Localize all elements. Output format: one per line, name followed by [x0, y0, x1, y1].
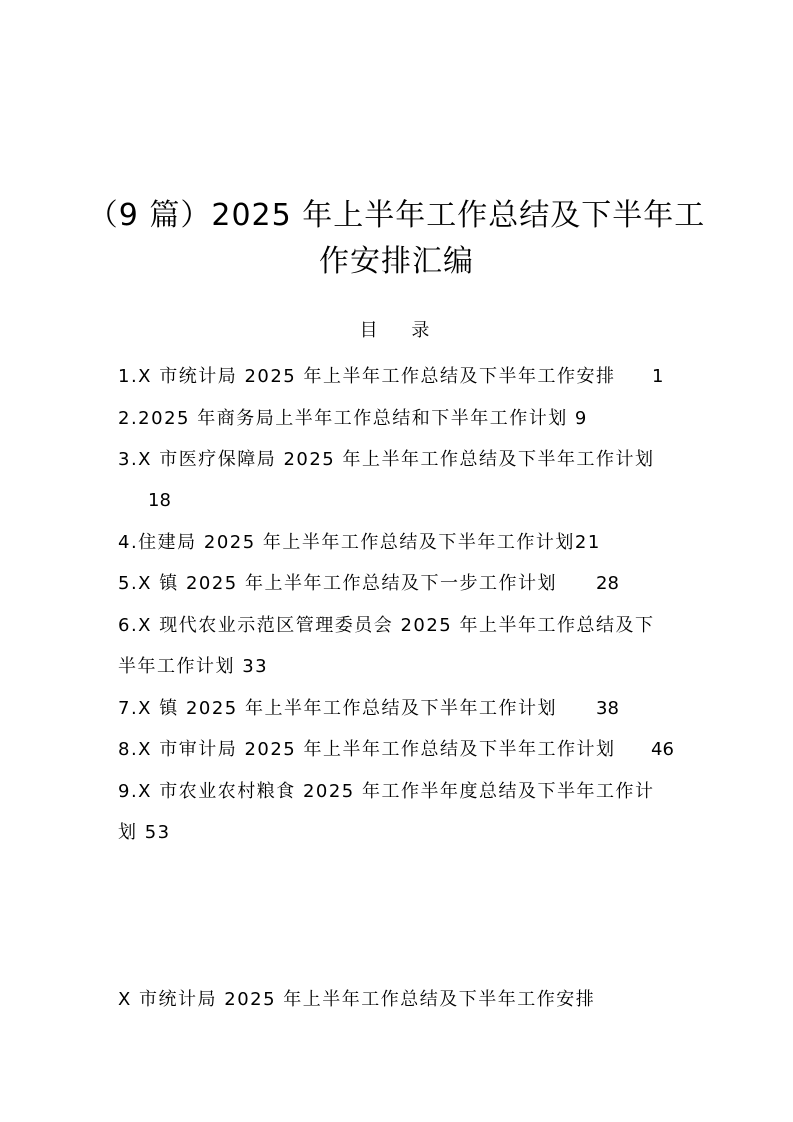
toc-item-8-page: 46 — [651, 739, 674, 760]
toc-item-3-text: 3.X 市医疗保障局 2025 年上半年工作总结及下半年工作计划 — [118, 449, 655, 470]
toc-item-1-page: 1 — [652, 366, 664, 387]
toc-item-6-continued-text: 半年工作计划 33 — [118, 656, 269, 677]
toc-item-5-text: 5.X 镇 2025 年上半年工作总结及下一步工作计划 — [118, 573, 557, 594]
toc-item-7-page: 38 — [596, 698, 619, 719]
section-heading: X 市统计局 2025 年上半年工作总结及下半年工作安排 — [118, 989, 596, 1010]
toc-item-4[interactable] — [118, 530, 678, 556]
toc-item-8[interactable] — [118, 737, 678, 763]
document-title-line-1: （9 篇）2025 年上半年工作总结及下半年工 — [87, 198, 706, 233]
toc-item-2-text: 2.2025 年商务局上半年工作总结和下半年工作计划 9 — [118, 408, 588, 429]
toc-item-9-continued-text: 划 53 — [118, 822, 171, 843]
toc-item-3[interactable] — [118, 447, 678, 473]
toc-item-6-continued[interactable] — [118, 654, 678, 680]
toc-item-6-text: 6.X 现代农业示范区管理委员会 2025 年上半年工作总结及下 — [118, 615, 655, 636]
toc-item-1[interactable] — [118, 364, 678, 390]
toc-heading: 目 录 — [359, 320, 444, 341]
toc-item-4-text: 4.住建局 2025 年上半年工作总结及下半年工作计划21 — [118, 532, 601, 553]
toc-item-7[interactable] — [118, 696, 678, 722]
toc-item-7-text: 7.X 镇 2025 年上半年工作总结及下半年工作计划 — [118, 698, 557, 719]
toc-item-6[interactable] — [118, 613, 678, 639]
toc-item-9-continued[interactable] — [118, 820, 678, 846]
toc-item-9-text: 9.X 市农业农村粮食 2025 年工作半年度总结及下半年工作计 — [118, 781, 655, 802]
toc-item-1-text: 1.X 市统计局 2025 年上半年工作总结及下半年工作安排 — [118, 366, 616, 387]
toc-item-2[interactable] — [118, 406, 678, 432]
toc-item-3-page: 18 — [148, 490, 171, 511]
toc-item-9[interactable] — [118, 779, 678, 805]
toc-item-5[interactable] — [118, 571, 678, 597]
toc-item-5-page: 28 — [596, 573, 619, 594]
document-title-line-2: 作安排汇编 — [319, 244, 474, 279]
toc-item-3-continued[interactable] — [148, 488, 708, 514]
toc-item-8-text: 8.X 市审计局 2025 年上半年工作总结及下半年工作计划 — [118, 739, 616, 760]
